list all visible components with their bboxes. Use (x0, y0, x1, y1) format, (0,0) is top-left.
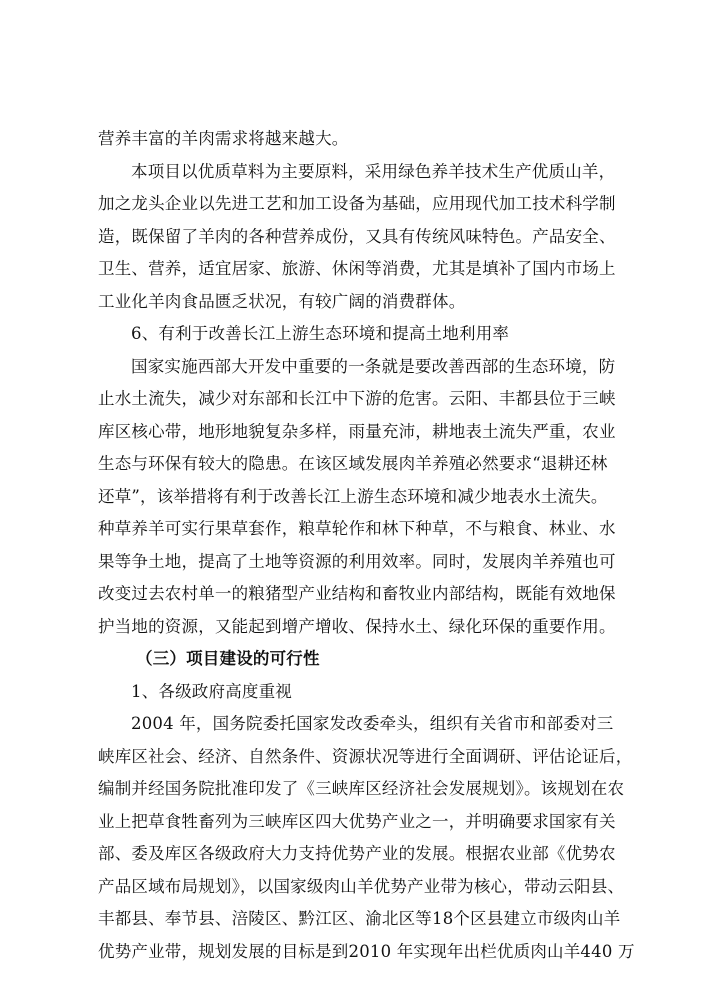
text-line: 产品区域布局规划》，以国家级肉山羊优势产业带为核心，带动云阳县、 (98, 877, 625, 896)
text-line: 还草”，该举措将有利于改善长江上游生态环境和减少地表水土流失。 (98, 487, 608, 506)
text-line: 种草养羊可实行果草套作，粮草轮作和林下种草，不与粮食、林业、水 (98, 519, 616, 538)
text-line: 业上把草食牲畜列为三峡库区四大优势产业之一，并明确要求国家有关 (98, 812, 616, 831)
text-line: 止水土流失，减少对东部和长江中下游的危害。云阳、丰都县位于三峡 (98, 389, 616, 408)
subsection-heading: 6、有利于改善长江上游生态环境和提高土地利用率 (131, 324, 510, 343)
text-line: 编制并经国务院批准印发了《三峡库区经济社会发展规划》。该规划在农 (98, 779, 625, 798)
text-line: 加之龙头企业以先进工艺和加工设备为基础，应用现代加工技术科学制 (98, 194, 616, 213)
text-line: 护当地的资源，又能起到增产增收、保持水土、绿化环保的重要作用。 (98, 617, 616, 636)
text-line: 丰都县、奉节县、涪陵区、黔江区、渝北区等18个区县建立市级肉山羊 (98, 909, 621, 928)
text-line: 果等争土地，提高了土地等资源的利用效率。同时，发展肉羊养殖也可 (98, 552, 616, 571)
text-line: 优势产业带，规划发展的目标是到2010 年实现年出栏优质肉山羊440 万 (98, 942, 635, 961)
paragraph-first-line: 本项目以优质草料为主要原料，采用绿色养羊技术生产优质山羊， (131, 162, 616, 181)
section-heading: （三）项目建设的可行性 (136, 649, 320, 668)
text-line: 部、委及库区各级政府大力支持优势产业的发展。根据农业部《优势农 (98, 844, 616, 863)
subsection-heading: 1、各级政府高度重视 (131, 682, 292, 701)
paragraph-first-line: 2004 年，国务院委托国家发改委牵头，组织有关省市和部委对三 (131, 714, 614, 733)
text-line: 库区核心带，地形地貌复杂多样，雨量充沛，耕地表土流失严重，农业 (98, 422, 616, 441)
text-line: 峡库区社会、经济、自然条件、资源状况等进行全面调研、评估论证后， (98, 747, 633, 766)
text-line: 生态与环保有较大的隐患。在该区域发展肉羊养殖必然要求“退耕还林 (98, 454, 608, 473)
text-line: 工业化羊肉食品匮乏状况，有较广阔的消费群体。 (98, 292, 466, 311)
text-line: 造，既保留了羊肉的各种营养成份，又具有传统风味特色。产品安全、 (98, 227, 616, 246)
text-line: 卫生、营养，适宜居家、旅游、休闲等消费，尤其是填补了国内市场上 (98, 259, 616, 278)
text-line: 改变过去农村单一的粮猪型产业结构和畜牧业内部结构，既能有效地保 (98, 584, 616, 603)
paragraph-first-line: 国家实施西部大开发中重要的一条就是要改善西部的生态环境，防 (131, 357, 616, 376)
text-line: 营养丰富的羊肉需求将越来越大。 (98, 129, 349, 148)
